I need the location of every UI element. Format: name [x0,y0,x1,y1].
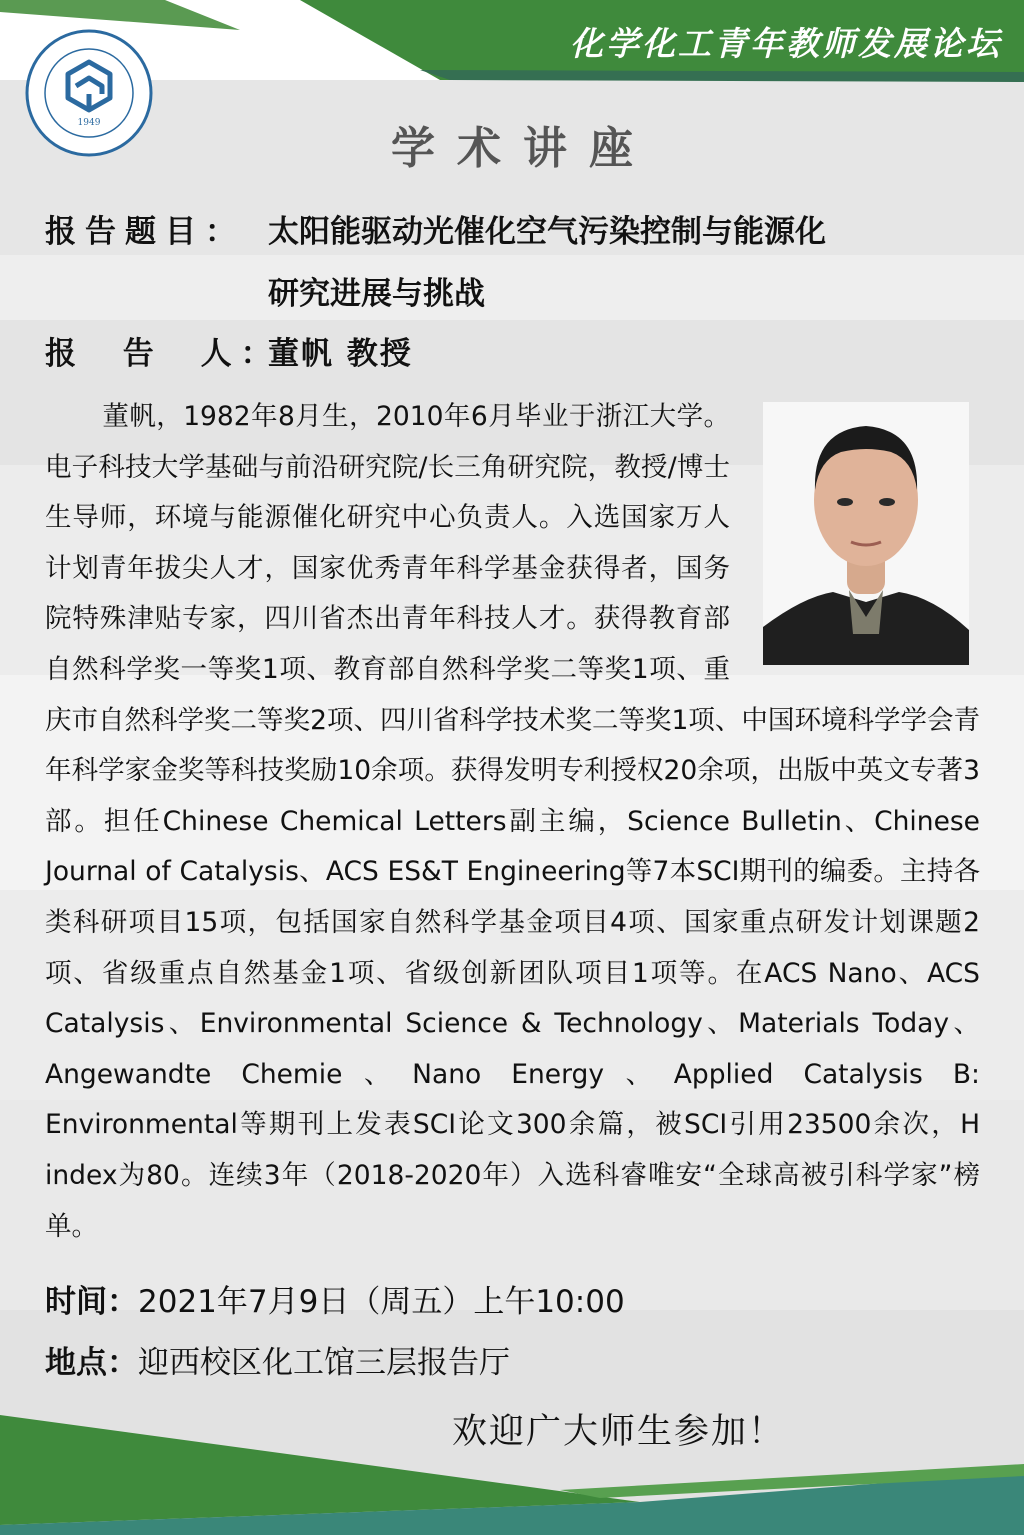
speaker-label: 报 告 人： [45,336,281,372]
place-label: 地点： [45,1345,138,1381]
topic-label: 报告题目： [45,214,245,250]
speaker-name: 董帆 教授 [268,336,413,372]
logo-year: 1949 [77,118,101,128]
time-value: 2021年7月9日（周五）上午10:00 [138,1284,625,1320]
topic-line-2: 研究进展与挑战 [268,276,485,312]
forum-title: 化学化工青年教师发展论坛 [570,24,1002,63]
bio-text: 董帆，1982年8月生，2010年6月毕业于浙江大学。电子科技大学基础与前沿研究院/长三角研究院，教授/博士生导师，环境与能源催化研究中心负责人。入选国家万人计划青年拔尖人才，国家优秀青年科学基金获得者，国务院特殊津贴专家，四川省杰出青年科技人才。获得教育部自然科学奖一等奖1项、教育部自然科学奖二等奖1项、重庆市自然科学奖二等奖2项、四川省科学技术奖二等奖1项、中国环境科学学会青年科学家金奖等科技奖励10余项。获得发明专利授权20余项，出版中英文专著3部。担任Chinese Chemical Letters副主编，Science Bulletin、Chinese Journal of Catalysis、ACS ES&T Engineering等7本SCI期刊的编委。主持各类科研项目15项，包括国家自然科学基金项目4项、国家重点研发计划课题2项、省级重点自然基金1项、省级创新团队项目1项等。在ACS Nano、ACS Catalysis、Environmental Science & Technology、Materials Today、Angewandte Chemie、Nano Energy、Applied Catalysis B: Environmental等期刊上发表SCI论文300余篇，被SCI引用23500余次，H index为80。连续3年（2018-2020年）入选科睿唯安“全球高被引科学家”榜单。 [45,401,980,1242]
time-row [45,1276,625,1321]
page-title: 学术讲座 [391,123,655,174]
place-value: 迎西校区化工馆三层报告厅 [138,1345,510,1381]
welcome-text: 欢迎广大师生参加！ [452,1412,786,1452]
time-label: 时间： [45,1284,138,1320]
speaker-photo [763,402,969,665]
topic-line-1: 太阳能驱动光催化空气污染控制与能源化 [268,214,826,250]
place-row [45,1337,510,1382]
